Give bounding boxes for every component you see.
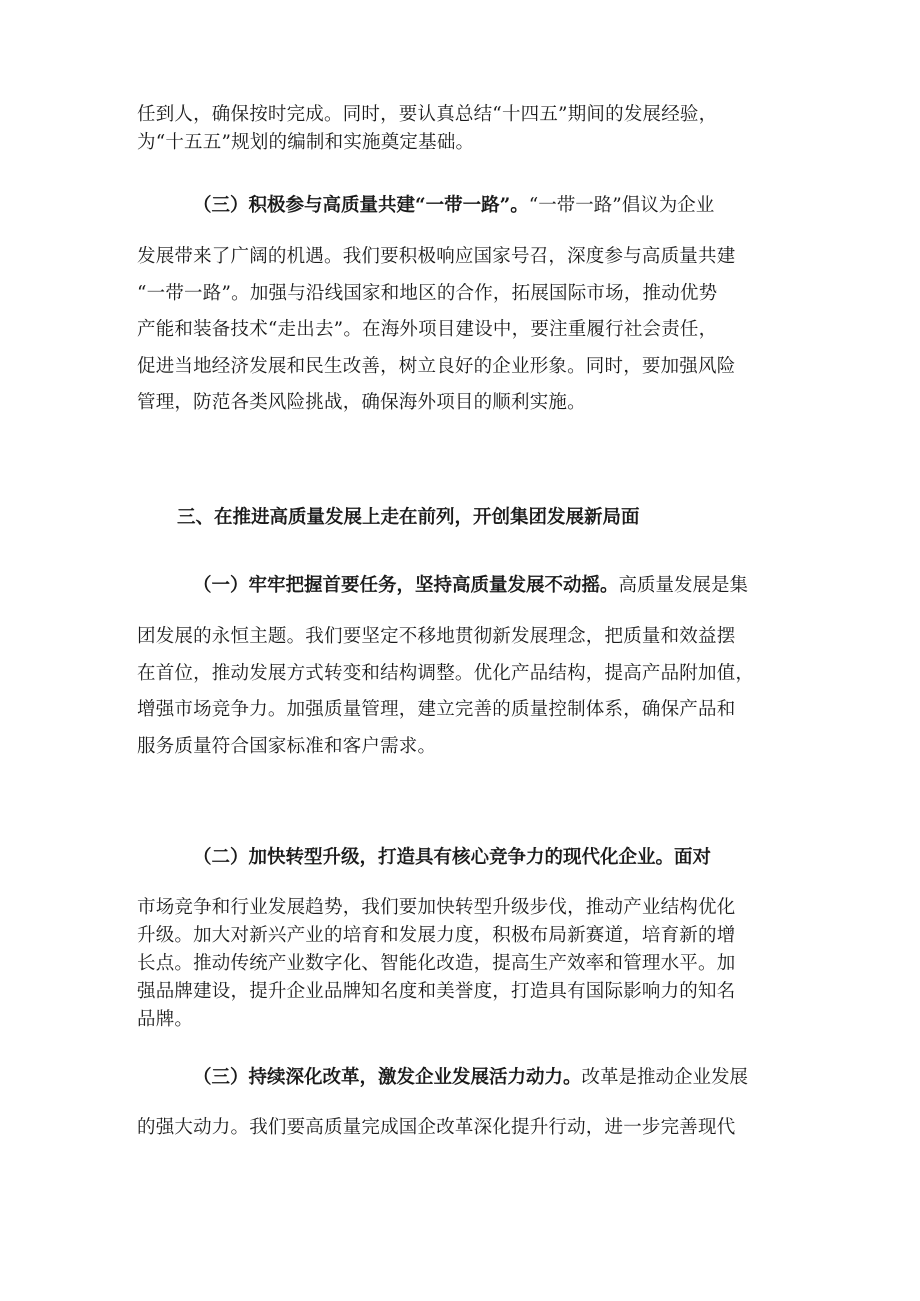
paragraph-one-first-line [193,572,748,600]
text-line: 强品牌建设，提升企业品牌知名度和美誉度，打造具有国际影响力的知名 [137,981,736,1002]
text-line: 的强大动力。我们要高质量完成国企改革深化提升行动，进一步完善现代 [137,1117,736,1138]
text-line: 升级。加大对新兴产业的培育和发展力度，积极布局新赛道，培育新的增 [137,925,736,946]
paragraph-three-first-line [193,1064,748,1092]
text-line: 增强市场竞争力。加强质量管理，建立完善的质量控制体系，确保产品和 [137,699,736,720]
paragraph-two [137,894,787,1034]
text-run: 高质量发展是集 [618,575,749,596]
text-line: 服务质量符合国家标准和客户需求。 [137,735,437,757]
paragraph-carryover [137,101,787,157]
text-line: 发展带来了广阔的机遇。我们要积极响应国家号召，深度参与高质量共建 [137,246,736,267]
text-line: 品牌。 [137,1009,194,1030]
section-heading: 三、在推进高质量发展上走在前列，开创集团发展新局面 [177,507,640,528]
subheading-three: （三）持续深化改革，激发企业发展活力动力。 [193,1067,582,1088]
text-line: 团发展的永恒主题。我们要坚定不移地贯彻新发展理念，把质量和效益摆 [137,626,736,647]
text-line: “一带一路”。加强与沿线国家和地区的合作，拓展国际市场，推动优势 [137,282,718,304]
paragraph-belt-road-first-line [193,192,714,220]
text-run: “一带一路”倡议为企业 [528,195,715,216]
text-line: 为“十五五”规划的编制和实施奠定基础。 [137,132,475,153]
subheading-two: （二）加快转型升级，打造具有核心竞争力的现代化企业。面对 [193,847,712,868]
subheading-belt-road: （三）积极参与高质量共建“一带一路”。 [193,195,529,216]
text-line: 促进当地经济发展和民生改善，树立良好的企业形象。同时，要加强风险 [137,355,736,377]
subheading-one: （一）牢牢把握首要任务，坚持高质量发展不动摇。 [193,575,619,596]
paragraph-belt-road [137,239,787,422]
paragraph-three [137,1110,787,1147]
text-run: 改革是推动企业发展 [581,1067,749,1088]
text-line: 在首位，推动发展方式转变和结构调整。优化产品结构，提高产品附加值， [137,662,755,684]
text-line: 长点。推动传统产业数字化、智能化改造，提高生产效率和管理水平。加 [137,953,736,974]
text-line: 市场竞争和行业发展趋势，我们要加快转型升级步伐，推动产业结构优化 [137,897,736,918]
text-line: 产能和装备技术“走出去”。在海外项目建设中，要注重履行社会责任， [137,319,718,340]
text-line: 任到人，确保按时完成。同时，要认真总结“十四五”期间的发展经验， [137,104,718,125]
paragraph-one [137,619,787,765]
text-line: 管理，防范各类风险挑战，确保海外项目的顺利实施。 [137,392,586,413]
